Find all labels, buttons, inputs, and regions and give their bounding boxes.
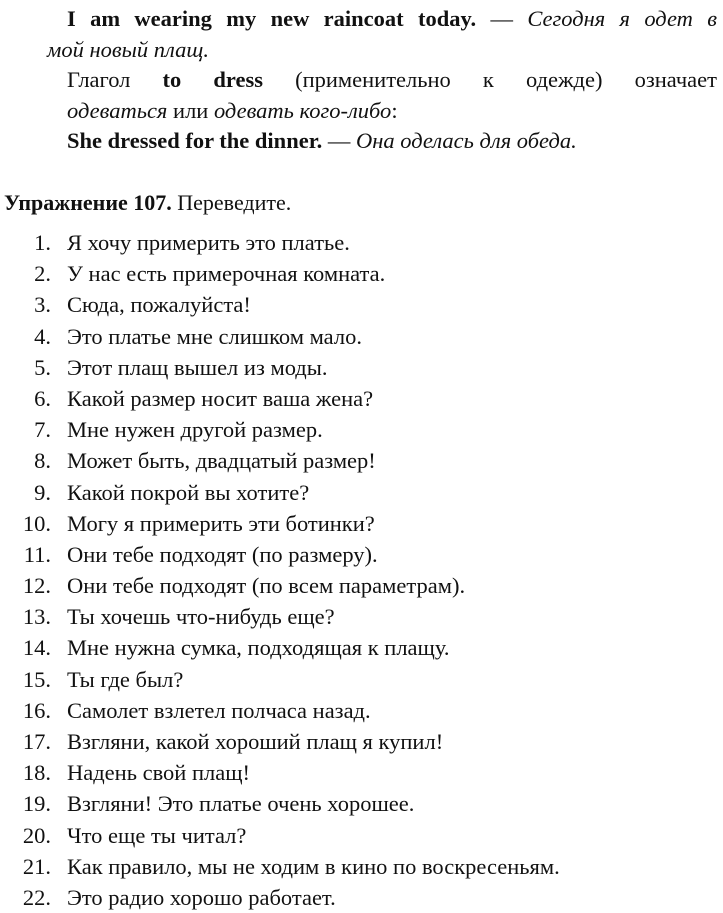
item-number: 3. bbox=[34, 292, 51, 318]
exercise-item bbox=[0, 383, 723, 414]
item-number: 4. bbox=[34, 323, 51, 349]
example-1-russian-a: Сегодня я одет в bbox=[527, 6, 717, 31]
item-text: Самолет взлетел полчаса назад. bbox=[67, 697, 371, 723]
exercise-item bbox=[0, 601, 723, 632]
item-text: Взгляни! Это платье очень хорошее. bbox=[67, 791, 415, 817]
item-number: 7. bbox=[34, 417, 51, 443]
item-text: Могу я примерить эти ботинки? bbox=[67, 510, 375, 536]
exercise-item bbox=[0, 757, 723, 788]
example-1-dash: — bbox=[476, 6, 528, 31]
meaning-2: одевать кого-либо bbox=[213, 97, 392, 123]
item-text: У нас есть примерочная комната. bbox=[67, 261, 386, 287]
exercise-items bbox=[0, 227, 723, 913]
example-1-russian-b: мой новый плащ. bbox=[47, 36, 209, 62]
item-text: Как правило, мы не ходим в кино по воскресеньям. bbox=[67, 853, 560, 879]
example-sentence-2 bbox=[67, 126, 717, 157]
verb-explanation-line bbox=[67, 65, 717, 96]
item-text: Я хочу примерить это платье. bbox=[67, 230, 350, 255]
item-number: 2. bbox=[34, 261, 51, 287]
exercise-item bbox=[0, 820, 723, 851]
item-number: 6. bbox=[34, 385, 51, 411]
example-1-english: I am wearing my new raincoat today. bbox=[67, 6, 477, 31]
item-text: Что еще ты читал? bbox=[67, 822, 247, 848]
item-number: 10. bbox=[22, 510, 51, 536]
verb-meanings-line bbox=[67, 96, 717, 127]
meaning-or: или bbox=[167, 97, 214, 123]
item-number: 1. bbox=[34, 230, 51, 255]
item-number: 17. bbox=[22, 729, 51, 754]
exercise-heading bbox=[4, 188, 291, 218]
example-sentence-1 bbox=[67, 4, 717, 35]
exercise-item bbox=[0, 227, 723, 258]
item-number: 5. bbox=[34, 354, 51, 380]
exercise-item bbox=[0, 788, 723, 819]
item-text: Это платье мне слишком мало. bbox=[67, 323, 362, 349]
meaning-colon: : bbox=[391, 97, 398, 123]
item-text: Мне нужен другой размер. bbox=[67, 417, 323, 443]
item-text: Мне нужна сумка, подходящая к плащу. bbox=[67, 635, 450, 661]
item-number: 9. bbox=[34, 479, 51, 505]
item-text: Взгляни, какой хороший плащ я купил! bbox=[67, 729, 444, 754]
verb-to-dress: to dress bbox=[162, 67, 263, 92]
item-text: Надень свой плащ! bbox=[67, 760, 251, 786]
exercise-item bbox=[0, 851, 723, 882]
item-text: Может быть, двадцатый размер! bbox=[67, 448, 376, 474]
example-2-dash: — bbox=[322, 128, 356, 153]
verb-explanation-a: Глагол bbox=[67, 67, 163, 92]
item-text: Какой покрой вы хотите? bbox=[67, 479, 310, 505]
item-text: Они тебе подходят (по размеру). bbox=[67, 541, 378, 567]
item-number: 20. bbox=[22, 822, 51, 848]
exercise-item bbox=[0, 539, 723, 570]
item-text: Ты где был? bbox=[67, 666, 184, 692]
item-text: Сюда, пожалуйста! bbox=[67, 292, 251, 318]
exercise-item bbox=[0, 289, 723, 320]
item-number: 22. bbox=[22, 884, 51, 910]
item-number: 13. bbox=[22, 604, 51, 630]
exercise-item bbox=[0, 882, 723, 913]
exercise-item bbox=[0, 477, 723, 508]
exercise-instruction: Переведите. bbox=[171, 190, 292, 215]
item-text: Какой размер носит ваша жена? bbox=[67, 385, 374, 411]
verb-explanation-c: (применительно к одежде) означает bbox=[262, 67, 717, 92]
example-2-russian: Она оделась для обеда. bbox=[356, 128, 577, 153]
exercise-item bbox=[0, 695, 723, 726]
exercise-item bbox=[0, 726, 723, 757]
item-number: 11. bbox=[23, 541, 51, 567]
example-2-english: She dressed for the dinner. bbox=[67, 128, 323, 153]
item-number: 14. bbox=[22, 635, 51, 661]
item-text: Они тебе подходят (по всем параметрам). bbox=[67, 573, 466, 599]
exercise-item bbox=[0, 352, 723, 383]
item-text: Ты хочешь что-нибудь еще? bbox=[67, 604, 335, 630]
item-number: 16. bbox=[22, 697, 51, 723]
item-number: 21. bbox=[22, 853, 51, 879]
intro-text bbox=[47, 4, 717, 157]
item-number: 12. bbox=[22, 573, 51, 599]
item-number: 8. bbox=[34, 448, 51, 474]
exercise-item bbox=[0, 632, 723, 663]
meaning-1: одеваться bbox=[67, 97, 168, 123]
item-number: 18. bbox=[22, 760, 51, 786]
exercise-item bbox=[0, 664, 723, 695]
exercise-item bbox=[0, 414, 723, 445]
exercise-item bbox=[0, 508, 723, 539]
item-text: Этот плащ вышел из моды. bbox=[67, 354, 328, 380]
exercise-item bbox=[0, 321, 723, 352]
item-number: 19. bbox=[22, 791, 51, 817]
item-text: Это радио хорошо работает. bbox=[67, 884, 336, 910]
item-number: 15. bbox=[22, 666, 51, 692]
exercise-label: Упражнение 107. bbox=[4, 190, 172, 215]
exercise-item bbox=[0, 570, 723, 601]
exercise-item bbox=[0, 258, 723, 289]
example-sentence-1-cont bbox=[47, 35, 717, 66]
exercise-item bbox=[0, 445, 723, 476]
